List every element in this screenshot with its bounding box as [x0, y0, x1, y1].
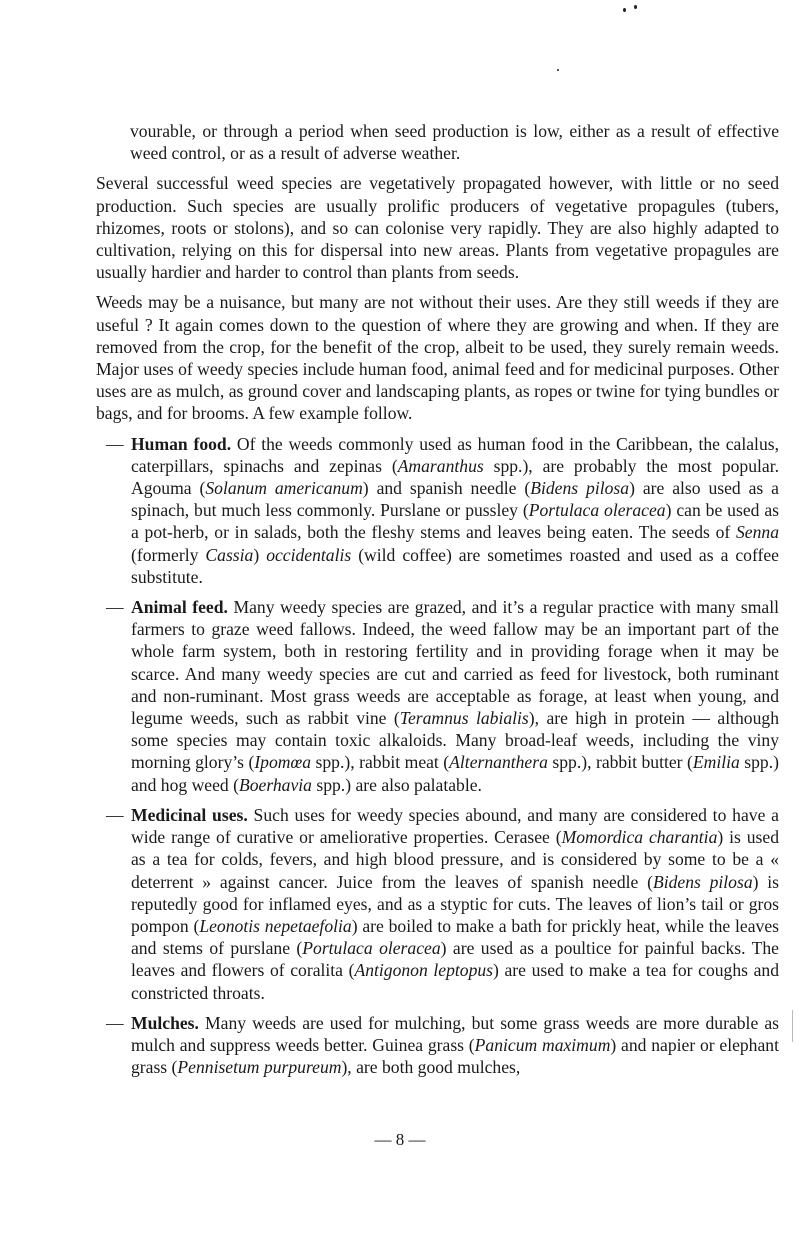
- item-heading: Human food.: [131, 433, 232, 454]
- species-name: Leonotis nepetaefolia: [199, 915, 352, 936]
- item-body: Many weedy species are grazed, and it’s a regular practice with many small farmers to graze weed fallows. Indeed, the weed fallow may be an important part of the whole farm system, both in restoring fertility and in providing forage when it may be scarce. And many weedy species are cut and carried as feed for livestock, both ruminant and non-ruminant. Most grass weeds are acceptable as forage, at least when young, and legume weeds, such as rabbit vine (Teramnus labialis), are high in protein — although some species may contain toxic alkaloids. Many broad-leaf weeds, including the viny morning glory’s (Ipomœa spp.), rabbit meat (Alternanthera spp.), rabbit butter (Emilia spp.) and hog weed (Boerhavia spp.) are also palatable.: [131, 597, 779, 795]
- species-name: Cassia: [205, 544, 254, 565]
- scan-speck: [557, 69, 559, 71]
- list-item-human-food: [96, 433, 779, 588]
- species-name: Boerhavia: [238, 774, 312, 795]
- em-dash-bullet: —: [106, 597, 124, 618]
- species-name: Portulaca oleracea: [528, 500, 666, 521]
- continuation-paragraph: vourable, or through a period when seed production is low, either as a result of effective weed control, or as a result of adverse weather.: [130, 121, 779, 164]
- scan-speck: [623, 8, 626, 12]
- species-name: Antigonon leptopus: [354, 960, 494, 981]
- species-name: Teramnus labialis: [399, 708, 529, 729]
- item-heading: Animal feed.: [131, 597, 228, 618]
- item-heading: Medicinal uses.: [131, 804, 248, 825]
- species-name: Senna: [736, 522, 779, 543]
- species-name: Bidens pilosa: [530, 478, 630, 499]
- item-body: Of the weeds commonly used as human food in the Caribbean, the calalus, caterpillars, spinachs and zepinas (Amaranthus spp.), are probably the most popular. Agouma (Solanum americanum) and spanish needle (Bidens pilosa) are also used as a spinach, but much less commonly. Purslane or pussley (Portulaca oleracea) can be used as a pot-herb, or in salads, both the fleshy stems and leaves being eaten. The seeds of Senna (formerly Cassia) occidentalis (wild coffee) are sometimes roasted and used as a coffee substitute.: [131, 433, 780, 587]
- em-dash-bullet: —: [106, 1012, 124, 1033]
- list-item-medicinal-uses: [96, 804, 779, 1004]
- paragraph: Weeds may be a nuisance, but many are not without their uses. Are they still weeds if they are useful ? It again comes down to the question of where they are growing and when. If they are removed from the crop, for the benefit of the crop, albeit to be used, they surely remain weeds. Major uses of weedy species include human food, animal feed and for medicinal purposes. Other uses are as mulch, as ground cover and landscaping plants, as ropes or twine for tying bundles or bags, and for brooms. A few example follow.: [96, 292, 780, 424]
- species-name: occidentalis: [266, 544, 352, 565]
- item-body: Such uses for weedy species abound, and many are considered to have a wide range of curative or ameliorative properties. Cerasee (Momordica charantia) is used as a tea for colds, fevers, and high blood pressure, and is considered by some to be a « deterrent » against cancer. Juice from the leaves of spanish needle (Bidens pilosa) is reputedly good for inflamed eyes, and as a styptic for cuts. The leaves of lion’s tail or gros pompon (Leonotis nepetaefolia) are boiled to make a bath for prickly heat, while the leaves and stems of purslane (Portulaca oleracea) are used as a poultice for painful backs. The leaves and flowers of coralita (Antigonon leptopus) are used to make a tea for coughs and constricted throats.: [131, 804, 780, 1003]
- species-name: Portulaca oleracea: [302, 938, 441, 959]
- page-number: — 8 —: [374, 1130, 426, 1149]
- item-body: Many weeds are used for mulching, but some grass weeds are more durable as mulch and suppress weeds better. Guinea grass (Panicum maximum) and napier or elephant grass (Pennisetum purpureum), are both good mulches,: [131, 1012, 779, 1078]
- species-name: Amaranthus: [397, 455, 484, 476]
- species-name: Solanum americanum: [205, 478, 363, 499]
- species-name: Momordica charantia: [561, 827, 718, 848]
- species-name: Alternanthera: [449, 752, 548, 773]
- species-name: Bidens pilosa: [652, 871, 753, 892]
- paragraph: Several successful weed species are vegetatively propagated however, with little or no seed production. Such species are usually prolific producers of vegetative propagules (tubers, rhizomes, roots or stolons), and so can colonise very rapidly. They are also highly adapted to cultivation, relying on this for dispersal into new areas. Plants from vegetative propagules are usually hardier and harder to control than plants from seeds.: [96, 173, 779, 283]
- list-item-mulches: [96, 1012, 779, 1079]
- scan-speck: [634, 5, 637, 9]
- body-text: [96, 120, 779, 1078]
- em-dash-bullet: —: [106, 804, 124, 825]
- species-name: Emilia: [692, 752, 740, 773]
- item-heading: Mulches.: [131, 1012, 199, 1033]
- scan-margin-mark: [792, 1010, 793, 1042]
- species-name: Panicum maximum: [474, 1034, 611, 1055]
- species-name: Pennisetum purpureum: [177, 1057, 342, 1078]
- species-name: Ipomœa: [254, 752, 312, 773]
- em-dash-bullet: —: [106, 433, 124, 454]
- list-item-animal-feed: [96, 596, 779, 796]
